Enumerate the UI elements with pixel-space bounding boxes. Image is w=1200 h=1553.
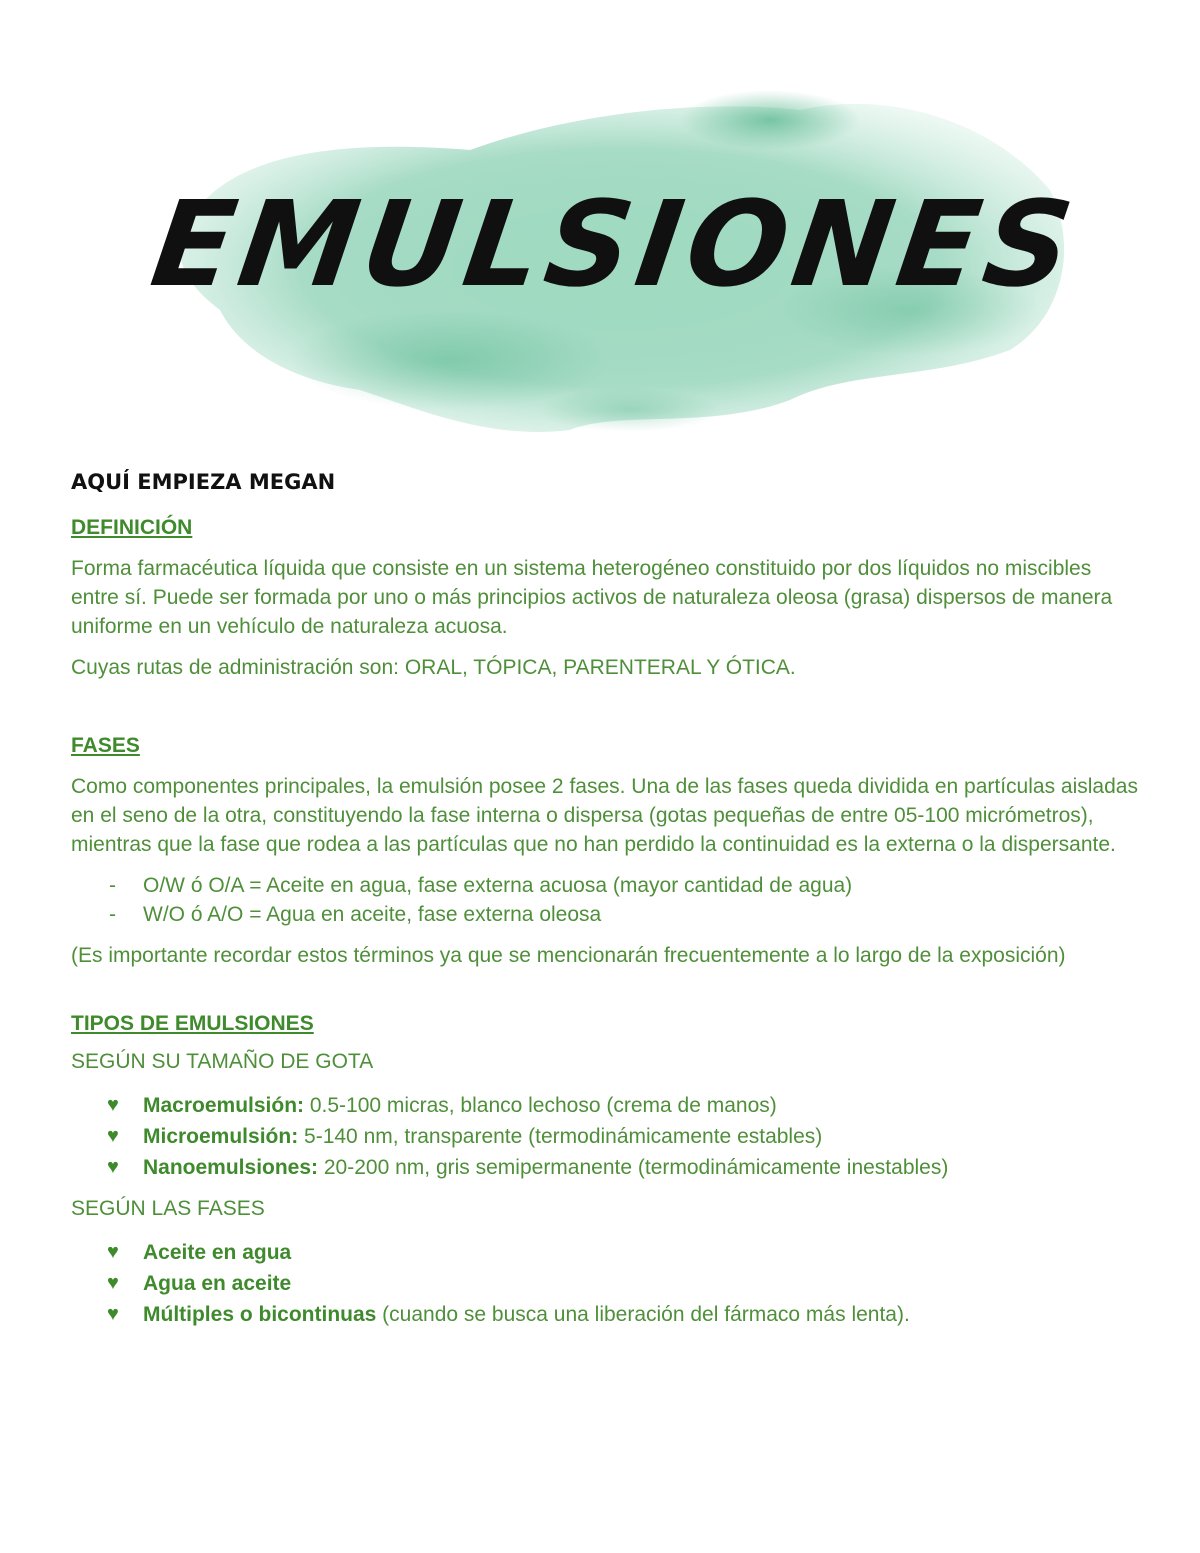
fases-note: (Es importante recordar estos términos ya que se mencionarán frecuentemente a lo largo de la exposición) xyxy=(71,944,1066,967)
heart-icon: ♥ xyxy=(107,1303,119,1325)
list-item: ♥ Microemulsión: 5-140 nm, transparente (termodinámicamente estables) xyxy=(107,1121,1141,1152)
definicion-paragraph: Forma farmacéutica líquida que consiste en un sistema heterogéneo constituido por dos líquidos no miscibles entre sí. Puede ser formada por uno o más principios activos de naturaleza oleosa (grasa) dispersos de manera uniforme en un vehículo de naturaleza acuosa. xyxy=(71,557,1113,638)
fases-paragraph: Como componentes principales, la emulsión posee 2 fases. Una de las fases queda dividida en partículas aisladas en el seno de la otra, constituyendo la fase interna o dispersa (gotas pequeñas de entre 05-100 micrómetros), mientras que la fase que rodea a las partículas que no han perdido la continuidad es la externa o la dispersante. xyxy=(71,775,1138,856)
list-item: - O/W ó O/A = Aceite en agua, fase externa acuosa (mayor cantidad de agua) xyxy=(109,871,1141,900)
heart-icon: ♥ xyxy=(107,1125,119,1147)
section-heading-tipos: TIPOS DE EMULSIONES xyxy=(71,1012,314,1035)
list-item: ♥ Múltiples o bicontinuas (cuando se busca una liberación del fármaco más lenta). xyxy=(107,1299,1141,1330)
dash-marker: - xyxy=(109,874,116,897)
administration-routes: Cuyas rutas de administración son: ORAL, TÓPICA, PARENTERAL Y ÓTICA. xyxy=(71,656,796,679)
section-heading-definicion: DEFINICIÓN xyxy=(71,516,193,539)
list-item: ♥ Nanoemulsiones: 20-200 nm, gris semipermanente (termodinámicamente inestables) xyxy=(107,1152,1141,1183)
author-note: AQUÍ EMPIEZA MEGAN xyxy=(71,470,336,494)
document-body xyxy=(71,470,1141,1344)
subheading-fases: SEGÚN LAS FASES xyxy=(71,1197,265,1220)
list-item: - W/O ó A/O = Agua en aceite, fase externa oleosa xyxy=(109,900,1141,929)
page-title: EMULSIONES xyxy=(144,175,1086,313)
subheading-tamano: SEGÚN SU TAMAÑO DE GOTA xyxy=(71,1050,374,1073)
tamano-list xyxy=(71,1090,1141,1183)
heart-icon: ♥ xyxy=(107,1272,119,1294)
fases-type-list xyxy=(71,1237,1141,1330)
fases-list xyxy=(71,871,1141,929)
title-banner xyxy=(144,80,1086,440)
list-item: ♥ Agua en aceite xyxy=(107,1268,1141,1299)
dash-marker: - xyxy=(109,903,116,926)
section-heading-fases: FASES xyxy=(71,734,140,757)
heart-icon: ♥ xyxy=(107,1094,119,1116)
list-item: ♥ Aceite en agua xyxy=(107,1237,1141,1268)
list-item: ♥ Macroemulsión: 0.5-100 micras, blanco lechoso (crema de manos) xyxy=(107,1090,1141,1121)
heart-icon: ♥ xyxy=(107,1156,119,1178)
heart-icon: ♥ xyxy=(107,1241,119,1263)
